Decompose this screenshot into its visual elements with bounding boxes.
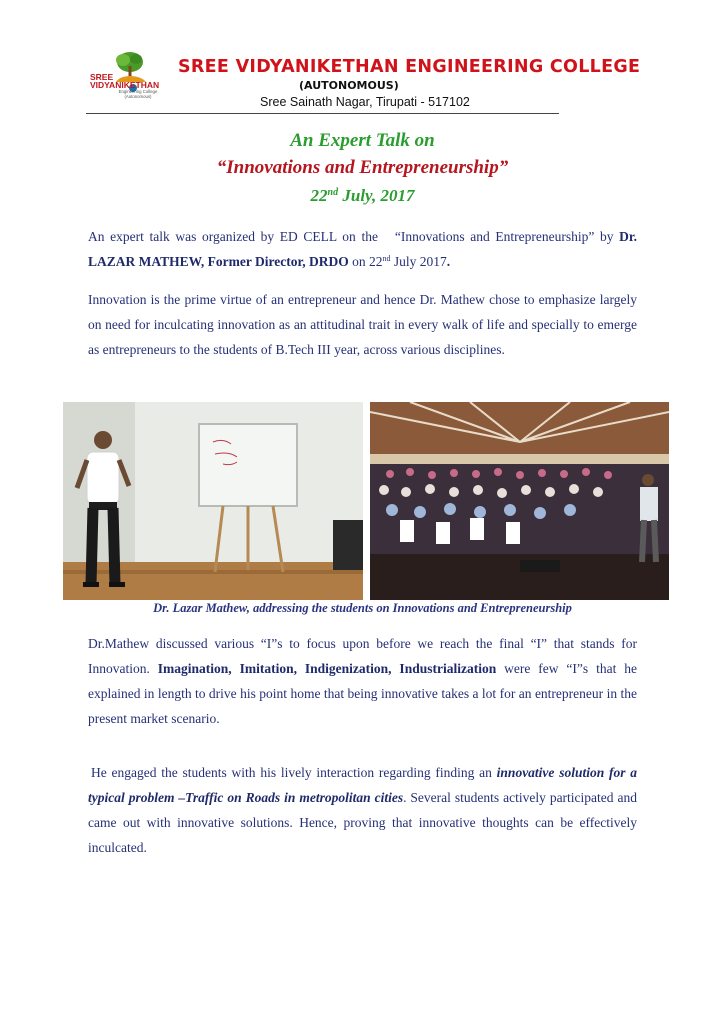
title-line-2: “Innovations and Entrepreneurship”: [216, 157, 509, 178]
interaction-problem: innovative solution for a typical problem –Traffic on Roads in metropolitan cities: [88, 765, 638, 805]
intro-text: An expert talk was organized by ED CELL on the “Innovations and Entrepreneurship” by: [88, 229, 614, 244]
four-is-paragraph: [88, 631, 637, 731]
speaker-name: Dr. LAZAR MATHEW, Former Director, DRDO: [88, 229, 637, 269]
innovation-paragraph: Innovation is the prime virtue of an entrepreneur and hence Dr. Mathew chose to emphasize largely on need for inculcating innovation as an attitudinal trait in every walk of life and specially to emerge as entrepreneurs to the students of B.Tech III year, across various disciplines.: [88, 292, 637, 357]
title-line-1: An Expert Talk on: [290, 130, 435, 151]
college-address: Sree Sainath Nagar, Tirupati - 517102: [260, 95, 470, 109]
college-name: SREE VIDYANIKETHAN ENGINEERING COLLEGE: [178, 57, 641, 77]
intro-date-suffix: nd: [382, 254, 391, 263]
photo-caption: Dr. Lazar Mathew, addressing the students on Innovations and Entrepreneurship: [153, 601, 572, 615]
autonomous-label: (AUTONOMOUS): [299, 79, 399, 92]
logo-wordmark: [90, 73, 159, 89]
date-day: 22: [310, 186, 328, 205]
logo-word-2: VIDYANIKETHAN: [90, 80, 160, 90]
logo-word-1: SREE: [90, 72, 114, 82]
intro-end: .: [446, 254, 451, 269]
interaction-text-b: . Several students actively participated and came out with innovative solutions. Hence, proving that innovative thoughts can be effectively inculcated.: [88, 790, 637, 855]
four-is-text-b: were few “I”s that he explained in length to drive his point home that being innovative takes a lot for an entrepreneur in the present market scenario.: [88, 661, 637, 726]
interaction-text-a: He engaged the students with his lively interaction regarding finding an: [91, 765, 497, 780]
logo-subtitle: [118, 90, 158, 99]
four-is-text-a: Dr.Mathew discussed various “I”s to focus upon before we reach the final “I” that stands for Innovation.: [88, 636, 637, 676]
date-rest: July, 2017: [338, 186, 415, 205]
date-suffix: nd: [327, 187, 339, 198]
four-is-list: Imagination, Imitation, Indigenization, Industrialization: [157, 661, 497, 676]
intro-date-rest: July 2017: [390, 254, 447, 269]
intro-date: on 22: [348, 254, 383, 269]
interaction-paragraph: [88, 760, 637, 860]
audience-photo: [370, 402, 669, 600]
header-divider: [86, 113, 559, 114]
speaker-photo: [63, 402, 363, 600]
logo-subtitle-text: Engineering College (Autonomous): [118, 89, 158, 99]
title-date: [0, 186, 725, 206]
intro-paragraph: [88, 224, 637, 274]
